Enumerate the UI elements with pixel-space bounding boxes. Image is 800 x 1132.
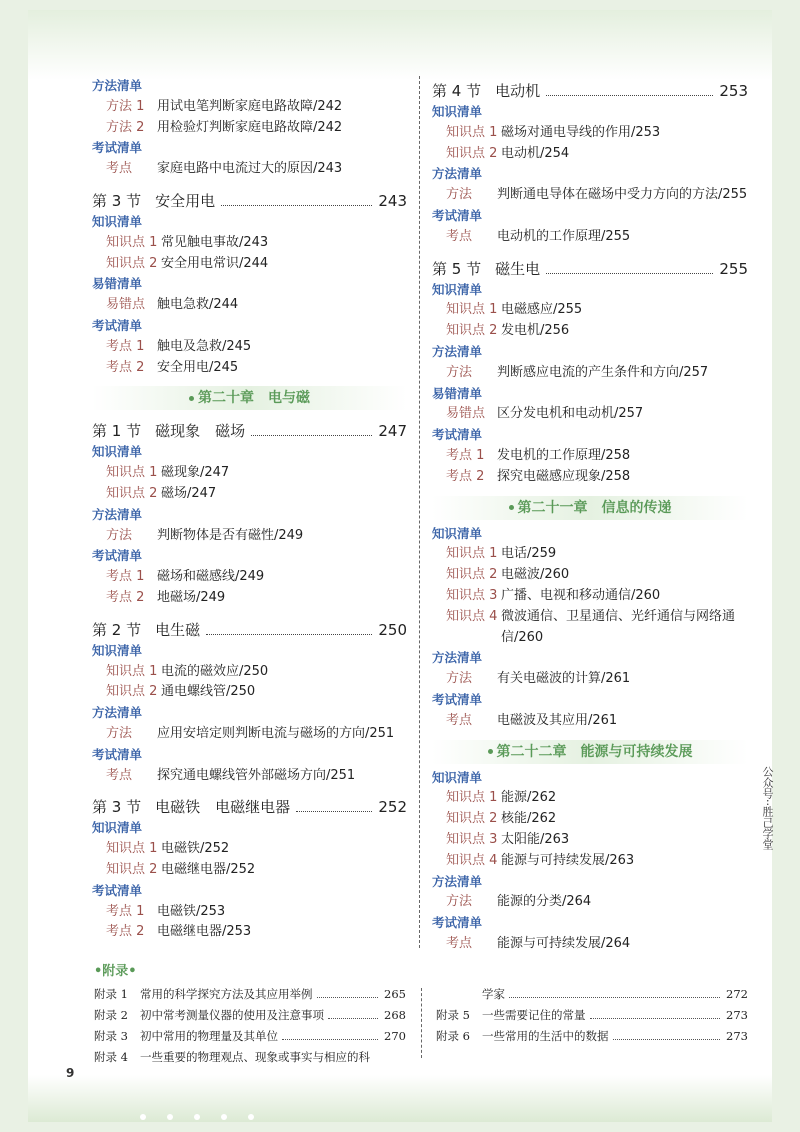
entry-text: 能源与可持续发展/263 (501, 852, 635, 868)
section-title[interactable] (92, 796, 407, 818)
entry-tag: 考点 (106, 161, 133, 177)
section-number: 第 3 节 (92, 191, 142, 210)
section-heading: 考试清单 (92, 140, 143, 156)
section-heading: 知识清单 (432, 769, 483, 785)
dot-leader (546, 83, 713, 96)
toc-entry[interactable] (432, 892, 748, 913)
appendix-title: •附录• (94, 964, 137, 979)
entry-tag: 考点 (446, 228, 473, 244)
toc-entry[interactable] (92, 839, 407, 860)
dot-leader (251, 423, 372, 436)
toc-entry[interactable] (432, 809, 748, 830)
appendix-page: 273 (726, 1008, 748, 1022)
toc-entry[interactable] (432, 467, 748, 488)
entry-tag: 考点 2 (106, 359, 145, 375)
toc-entry[interactable] (432, 227, 748, 248)
entry-tag: 知识点 1 (446, 302, 498, 318)
chapter-name: 第二十章 电与磁 (198, 390, 310, 407)
section-heading: 考试清单 (432, 915, 483, 931)
page-number: 9 (66, 1066, 75, 1080)
toc-entry[interactable] (92, 159, 407, 180)
appendix-page: 268 (384, 1008, 406, 1022)
toc-entry[interactable] (92, 567, 407, 588)
section-title[interactable] (432, 80, 748, 102)
appendix-entry[interactable] (436, 1026, 748, 1047)
section-number: 第 4 节 (432, 82, 482, 100)
column-divider (419, 76, 420, 948)
appendix-entry[interactable] (94, 1005, 406, 1026)
entry-text: 触电急救/244 (157, 297, 239, 313)
decorative-dots (140, 1105, 275, 1124)
appendix-name: 一些常用的生活中的数据 (482, 1029, 609, 1043)
appendix-name: 常用的科学探究方法及其应用举例 (140, 987, 313, 1001)
section-title[interactable] (92, 619, 407, 641)
toc-entry[interactable] (92, 662, 407, 683)
entry-tag: 考点 2 (446, 468, 485, 484)
appendix-id: 附录 2 (94, 1008, 128, 1022)
entry-text: 发电机/256 (501, 323, 570, 339)
dot-leader (296, 799, 372, 812)
toc-entry[interactable] (92, 233, 407, 254)
entry-text: 安全用电/245 (157, 359, 239, 375)
entry-tag: 知识点 1 (446, 124, 498, 140)
section-heading: 考试清单 (432, 427, 483, 443)
entry-tag: 知识点 1 (446, 790, 498, 806)
section-heading: 考试清单 (92, 317, 143, 333)
entry-text: 广播、电视和移动通信/260 (501, 587, 661, 603)
entry-text: 发电机的工作原理/258 (497, 447, 631, 463)
section-heading: 知识清单 (92, 444, 143, 460)
toc-entry[interactable] (432, 363, 748, 384)
entry-text: 磁场对通电导线的作用/253 (501, 124, 661, 140)
section-name: 磁生电 (495, 259, 541, 278)
appendix-page: 265 (384, 987, 406, 1001)
dot-leader (546, 261, 713, 274)
entry-tag: 考点 1 (106, 338, 145, 354)
section-heading: 易错清单 (92, 276, 143, 292)
section-heading: 方法清单 (432, 166, 483, 182)
section-heading: 知识清单 (92, 642, 143, 658)
appendix-id: 附录 1 (94, 987, 128, 1001)
entry-text: 核能/262 (501, 811, 557, 827)
section-heading: 方法清单 (432, 650, 483, 666)
entry-tag: 考点 (446, 712, 473, 728)
toc-entry[interactable] (92, 902, 407, 923)
entry-text: 触电及急救/245 (157, 338, 252, 354)
entry-tag: 知识点 2 (106, 684, 158, 700)
toc-entry[interactable] (432, 711, 748, 732)
chapter-title[interactable] (432, 740, 748, 764)
section-page: 255 (719, 259, 748, 278)
appendix-entry[interactable] (436, 984, 748, 1005)
toc-entry[interactable] (92, 337, 407, 358)
entry-text: 能源的分类/264 (497, 894, 592, 910)
entry-text: 有关电磁波的计算/261 (497, 671, 631, 687)
entry-tag: 考点 (446, 935, 473, 951)
entry-text: 电话/259 (501, 546, 557, 562)
side-note: 公众号··胜己学堂 (761, 766, 774, 850)
section-heading: 方法清单 (92, 506, 143, 522)
appendix-name: 一些重要的物理观点、现象或事实与相应的科 (140, 1050, 370, 1064)
entry-text: 安全用电常识/244 (161, 255, 269, 271)
section-heading: 知识清单 (92, 820, 143, 836)
appendix-divider (421, 988, 422, 1058)
section-number: 第 5 节 (432, 259, 482, 278)
appendix-id: 附录 4 (94, 1050, 128, 1064)
toc-entry[interactable] (432, 321, 748, 342)
entry-tag: 知识点 2 (106, 485, 158, 501)
section-heading: 考试清单 (432, 691, 483, 707)
toc-right-column (432, 70, 748, 955)
toc-entry[interactable] (92, 295, 407, 316)
entry-tag: 考点 1 (106, 569, 145, 585)
chapter-name: 第二十一章 信息的传递 (517, 499, 672, 516)
entry-tag: 知识点 4 (446, 852, 498, 868)
section-heading: 方法清单 (432, 343, 483, 359)
entry-text: 判断通电导体在磁场中受力方向的方法/255 (497, 187, 748, 203)
appendix-page: 273 (726, 1029, 748, 1043)
toc-left-column (92, 76, 407, 943)
toc-entry[interactable] (92, 484, 407, 505)
toc-entry[interactable] (92, 463, 407, 484)
toc-entry[interactable] (432, 544, 748, 565)
section-heading: 知识清单 (432, 104, 483, 119)
bullet-icon (509, 505, 514, 510)
entry-text: 电磁铁/252 (161, 841, 230, 857)
entry-tag: 知识点 1 (106, 841, 158, 857)
toc-entry[interactable] (92, 766, 407, 787)
entry-tag: 易错点 (446, 406, 486, 422)
appendix-entry[interactable] (436, 1005, 748, 1026)
section-heading: 考试清单 (92, 548, 143, 564)
entry-text: 能源/262 (501, 790, 557, 806)
appendix-id: 附录 5 (436, 1008, 470, 1022)
section-name: 电生磁 (155, 620, 201, 639)
entry-text: 电流的磁效应/250 (161, 663, 269, 679)
section-heading: 考试清单 (432, 207, 483, 223)
entry-text: 探究通电螺线管外部磁场方向/251 (157, 767, 356, 783)
appendix-name: 一些需要记住的常量 (482, 1008, 586, 1022)
toc-entry[interactable] (432, 123, 748, 144)
entry-tag: 知识点 3 (446, 831, 498, 847)
dot-leader (206, 622, 372, 635)
toc-entry[interactable] (432, 300, 748, 321)
appendix-entry[interactable] (94, 984, 406, 1005)
entry-text: 电磁波/260 (501, 567, 570, 583)
chapter-title[interactable] (92, 386, 407, 410)
entry-text: 用检验灯判断家庭电路故障/242 (157, 119, 343, 135)
entry-text: 微波通信、卫星通信、光纤通信与网络通信/260 (501, 608, 736, 645)
appendix-page: 272 (726, 987, 748, 1001)
toc-entry[interactable] (432, 144, 748, 165)
entry-tag: 知识点 2 (446, 811, 498, 827)
entry-text: 磁场和磁感线/249 (157, 569, 265, 585)
entry-text: 探究电磁感应现象/258 (497, 468, 631, 484)
entry-tag: 知识点 4 (446, 608, 498, 624)
entry-tag: 知识点 2 (106, 861, 158, 877)
entry-tag: 方法 2 (106, 119, 145, 135)
entry-text: 用试电笔判断家庭电路故障/242 (157, 98, 343, 114)
entry-tag: 方法 (106, 725, 133, 741)
entry-tag: 考点 1 (106, 903, 145, 919)
toc-entry[interactable] (92, 358, 407, 379)
toc-entry[interactable] (432, 185, 748, 206)
section-heading: 方法清单 (432, 873, 483, 889)
dot-leader (509, 989, 720, 998)
appendix-entry[interactable] (94, 1047, 406, 1068)
toc-entry[interactable] (432, 404, 748, 425)
chapter-name: 第二十二章 能源与可持续发展 (496, 743, 693, 760)
toc-entry[interactable] (432, 607, 748, 649)
entry-tag: 知识点 1 (106, 663, 158, 679)
toc-entry[interactable] (432, 934, 748, 955)
entry-text: 区分发电机和电动机/257 (497, 406, 644, 422)
entry-tag: 考点 2 (106, 589, 145, 605)
entry-text: 电磁铁/253 (157, 903, 226, 919)
dot-leader (317, 989, 379, 998)
section-heading: 考试清单 (92, 746, 143, 762)
appendix-entry[interactable] (94, 1026, 406, 1047)
appendix-name: 学家 (482, 987, 505, 1001)
dot-leader (613, 1031, 721, 1040)
entry-text: 电动机/254 (501, 145, 570, 161)
appendix-left (94, 984, 406, 1068)
entry-tag: 知识点 1 (106, 465, 158, 481)
entry-tag: 知识点 2 (446, 145, 498, 161)
toc-entry[interactable] (92, 922, 407, 943)
dot-leader (221, 193, 372, 206)
toc-entry[interactable] (92, 97, 407, 118)
entry-tag: 方法 (446, 364, 473, 380)
toc-entry[interactable] (432, 830, 748, 851)
entry-text: 地磁场/249 (157, 589, 226, 605)
section-heading: 知识清单 (432, 525, 483, 541)
dot-leader (282, 1031, 378, 1040)
dot-leader (590, 1010, 721, 1019)
entry-tag: 考点 1 (446, 447, 485, 463)
entry-text: 家庭电路中电流过大的原因/243 (157, 161, 343, 177)
section-number: 第 3 节 (92, 798, 142, 817)
toc-entry[interactable] (92, 724, 407, 745)
section-heading: 方法清单 (92, 705, 143, 721)
entry-tag: 方法 (446, 671, 473, 687)
entry-tag: 方法 (106, 527, 133, 543)
entry-text: 太阳能/263 (501, 831, 570, 847)
section-name: 磁现象 磁场 (155, 422, 246, 441)
entry-tag: 方法 (446, 894, 473, 910)
entry-text: 判断物体是否有磁性/249 (157, 527, 304, 543)
entry-tag: 知识点 2 (446, 567, 498, 583)
section-heading: 考试清单 (92, 882, 143, 898)
entry-tag: 考点 (106, 767, 133, 783)
entry-text: 应用安培定则判断电流与磁场的方向/251 (157, 725, 395, 741)
appendix-right (436, 984, 748, 1047)
bullet-icon (189, 396, 194, 401)
section-page: 250 (378, 620, 407, 639)
section-name: 安全用电 (155, 191, 216, 210)
entry-text: 常见触电事故/243 (161, 234, 269, 250)
section-title[interactable] (92, 420, 407, 442)
entry-tag: 易错点 (106, 297, 146, 313)
appendix-id: 附录 3 (94, 1029, 128, 1043)
entry-tag: 知识点 2 (106, 255, 158, 271)
toc-entry[interactable] (432, 788, 748, 809)
toc-entry[interactable] (92, 526, 407, 547)
appendix-id: 附录 6 (436, 1029, 470, 1043)
entry-text: 电磁继电器/253 (157, 924, 252, 940)
entry-text: 电动机的工作原理/255 (497, 228, 631, 244)
section-page: 252 (378, 798, 407, 817)
toc-entry[interactable] (92, 588, 407, 609)
section-page: 247 (378, 422, 407, 441)
entry-tag: 知识点 1 (446, 546, 498, 562)
entry-text: 电磁继电器/252 (161, 861, 256, 877)
section-name: 电动机 (495, 82, 541, 100)
entry-text: 通电螺线管/250 (161, 684, 256, 700)
toc-entry[interactable] (432, 565, 748, 586)
bullet-icon (488, 749, 493, 754)
section-title[interactable] (92, 190, 407, 212)
section-heading: 知识清单 (432, 281, 483, 297)
section-heading: 方法清单 (92, 78, 143, 93)
section-heading: 知识清单 (92, 213, 143, 229)
toc-entry[interactable] (92, 254, 407, 275)
entry-tag: 知识点 2 (446, 323, 498, 339)
entry-text: 能源与可持续发展/264 (497, 935, 631, 951)
toc-entry[interactable] (432, 669, 748, 690)
section-page: 253 (719, 82, 748, 100)
chapter-title[interactable] (432, 496, 748, 520)
toc-entry[interactable] (92, 682, 407, 703)
appendix-name: 初中常用的物理量及其单位 (140, 1029, 278, 1043)
section-title[interactable] (432, 258, 748, 280)
toc-entry[interactable] (432, 586, 748, 607)
toc-entry[interactable] (432, 446, 748, 467)
toc-entry[interactable] (432, 851, 748, 872)
section-number: 第 2 节 (92, 620, 142, 639)
entry-tag: 方法 (446, 187, 473, 203)
appendix-name: 初中常考测量仪器的使用及注意事项 (140, 1008, 324, 1022)
section-heading: 易错清单 (432, 385, 483, 401)
toc-entry[interactable] (92, 860, 407, 881)
entry-text: 电磁波及其应用/261 (497, 712, 618, 728)
entry-tag: 知识点 3 (446, 587, 498, 603)
toc-entry[interactable] (92, 118, 407, 139)
section-page: 243 (378, 191, 407, 210)
entry-tag: 知识点 1 (106, 234, 158, 250)
entry-text: 判断感应电流的产生条件和方向/257 (497, 364, 709, 380)
entry-tag: 方法 1 (106, 98, 145, 114)
entry-text: 电磁感应/255 (501, 302, 583, 318)
entry-text: 磁场/247 (161, 485, 217, 501)
dot-leader (328, 1010, 378, 1019)
appendix-page: 270 (384, 1029, 406, 1043)
entry-tag: 考点 2 (106, 924, 145, 940)
section-number: 第 1 节 (92, 422, 142, 441)
entry-text: 磁现象/247 (161, 465, 230, 481)
section-name: 电磁铁 电磁继电器 (155, 798, 291, 817)
